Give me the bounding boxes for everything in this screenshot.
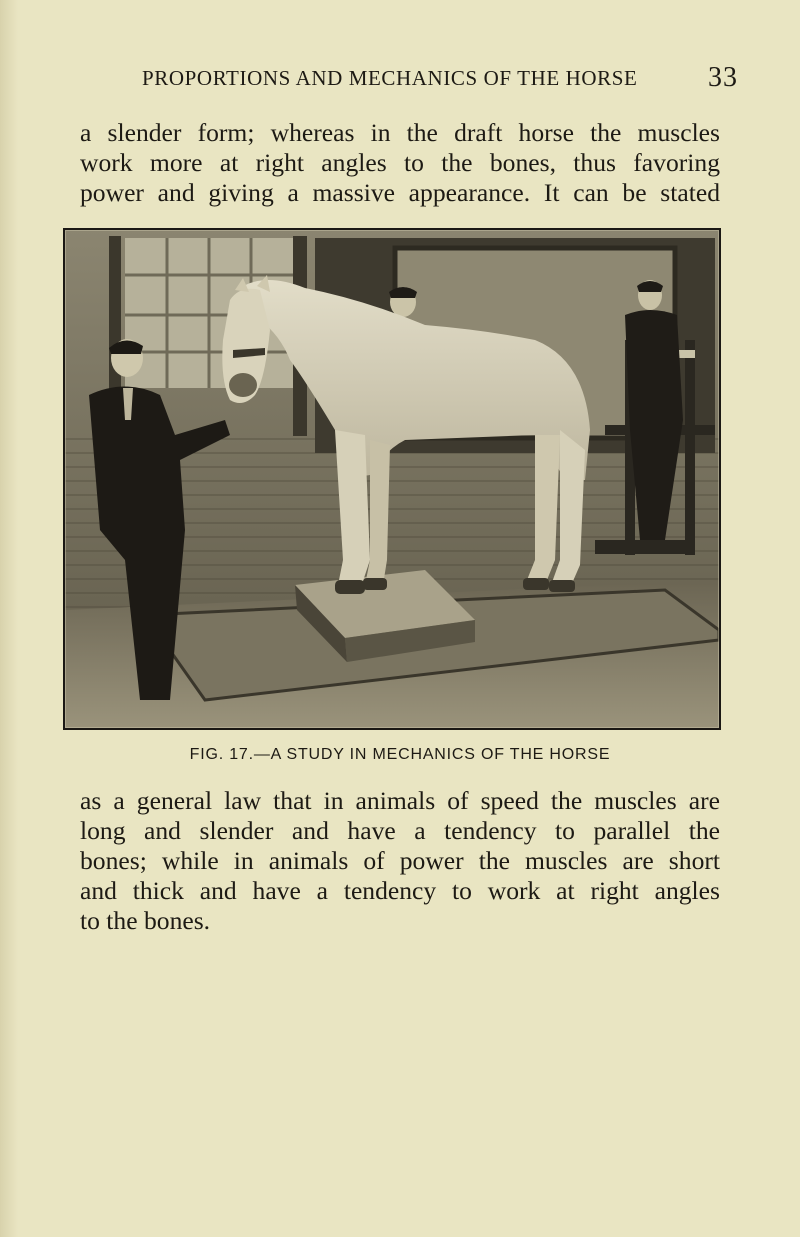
page-edge-shadow — [0, 0, 18, 1237]
text-line: a slender form; whereas in the draft horse the muscles — [80, 118, 720, 147]
paragraph-bottom — [80, 786, 720, 936]
running-title: PROPORTIONS AND MECHANICS OF THE HORSE — [142, 66, 638, 90]
running-header — [130, 62, 770, 92]
text-line: work more at right angles to the bones, thus favoring — [80, 148, 720, 177]
text-line: and thick and have a tendency to work at right angles — [80, 876, 720, 905]
text-line: power and giving a massive appearance. It can be stated — [80, 178, 720, 207]
text-line: to the bones. — [80, 906, 211, 935]
page-number: 33 — [708, 62, 738, 93]
text-line: as a general law that in animals of speed the muscles are — [80, 786, 720, 815]
text-line: bones; while in animals of power the muscles are short — [80, 846, 720, 875]
figure-caption: FIG. 17.—A STUDY IN MECHANICS OF THE HORSE — [189, 746, 611, 763]
text-line: long and slender and have a tendency to parallel the — [80, 816, 720, 845]
horse-photograph — [63, 228, 721, 730]
paragraph-top — [80, 118, 720, 208]
